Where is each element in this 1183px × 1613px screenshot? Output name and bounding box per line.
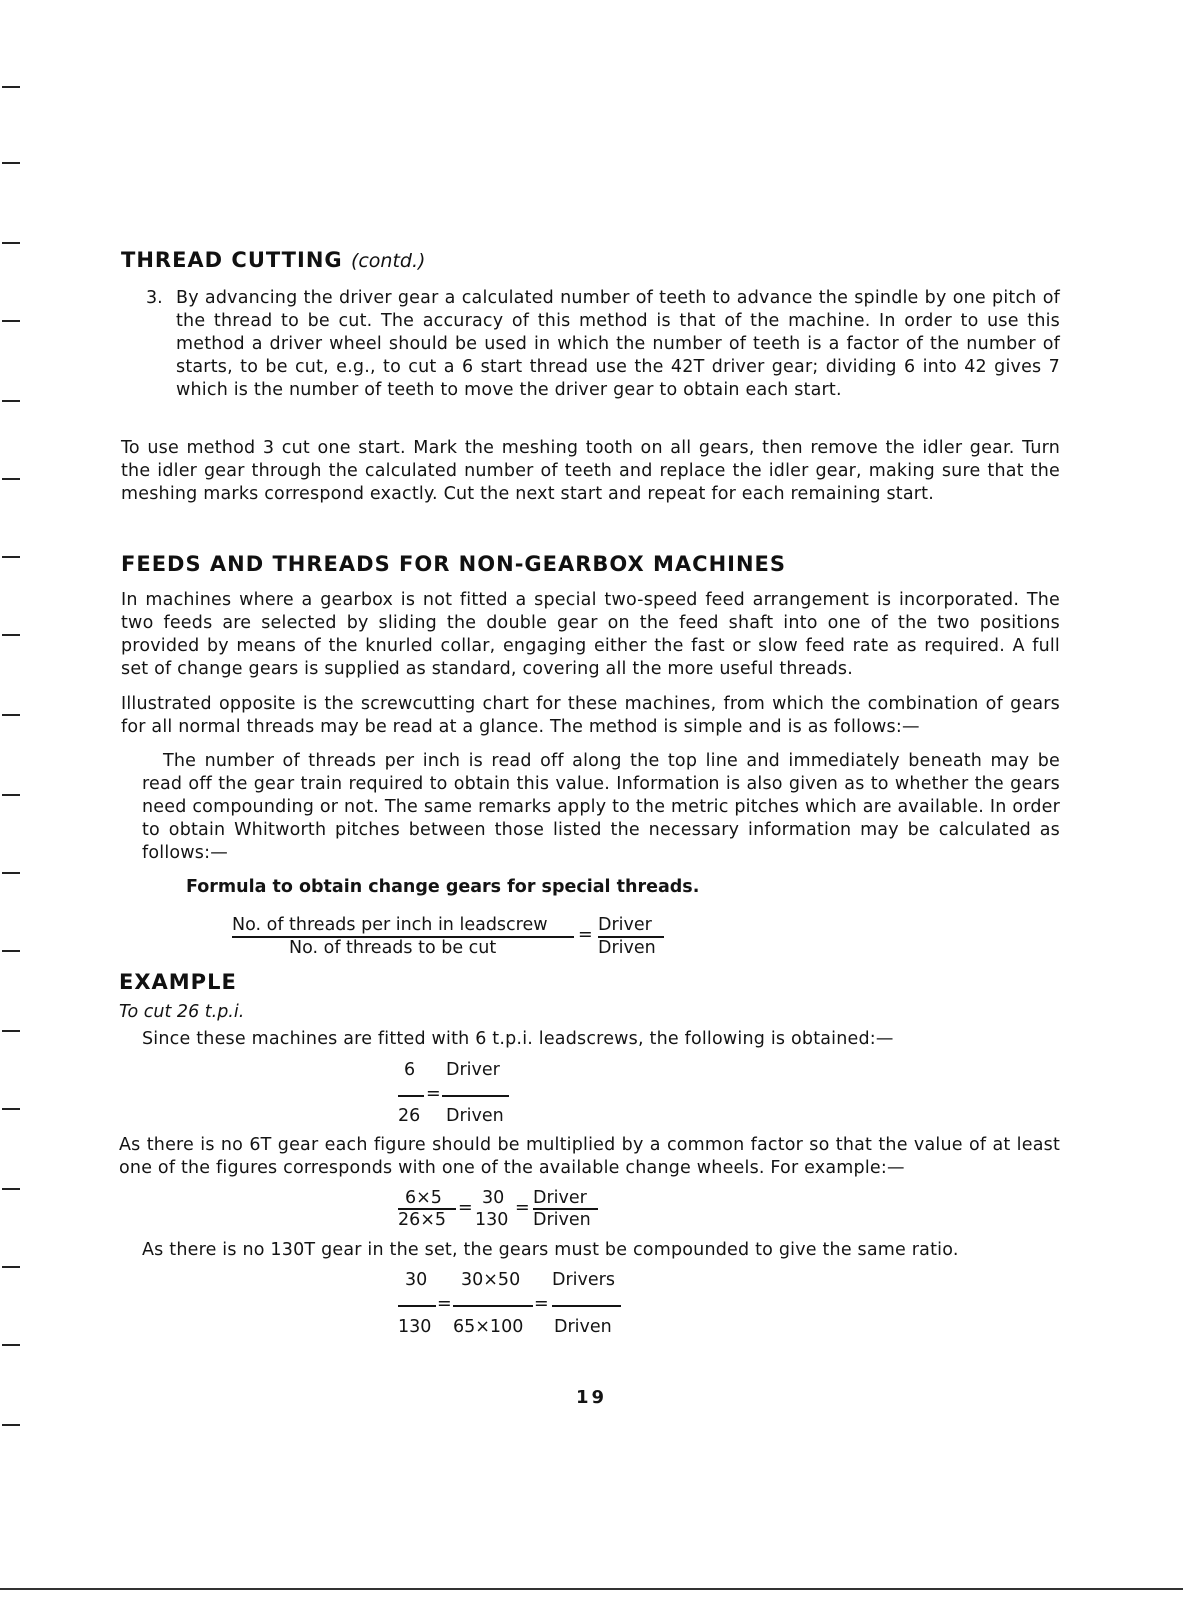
eq3-c-denominator: Driven <box>554 1317 612 1337</box>
binding-mark <box>2 1030 20 1032</box>
example-intro: Since these machines are fitted with 6 t.p.i. leadscrews, the following is obtained:— <box>142 1029 894 1049</box>
fraction-bar <box>442 1095 509 1097</box>
feeds-threads-heading: FEEDS AND THREADS FOR NON-GEARBOX MACHINES <box>121 552 787 576</box>
binding-mark <box>2 1424 20 1426</box>
heading-suffix: (contd.) <box>350 250 426 272</box>
eq2-b-denominator: 130 <box>475 1210 509 1230</box>
binding-mark <box>2 634 20 636</box>
page-number: 19 <box>575 1387 608 1408</box>
binding-mark <box>2 320 20 322</box>
binding-mark <box>2 162 20 164</box>
fraction-bar <box>398 1095 424 1097</box>
feeds-paragraph-2: Illustrated opposite is the screwcutting chart for these machines, from which the combination of gears for all normal threads may be read at a glance. The method is simple and is as follows:— <box>121 694 1060 737</box>
formula-rhs-denominator: Driven <box>598 938 656 958</box>
equals-sign: = <box>534 1294 549 1314</box>
eq3-b-denominator: 65×100 <box>453 1317 524 1337</box>
formula-rhs-numerator: Driver <box>598 915 652 935</box>
equals-sign: = <box>515 1198 530 1218</box>
equals-sign: = <box>458 1198 473 1218</box>
binding-mark <box>2 714 20 716</box>
feeds-paragraph-1: In machines where a gearbox is not fitted a special two-speed feed arrangement is incorporated. The two feeds are selected by sliding the double gear on the feed shaft into one of the two positions provided by means of the knurled collar, engaging either the fast or slow feed rate as required. A full set of change gears is supplied as standard, covering all the more useful threads. <box>121 590 1060 679</box>
method3-paragraph: To use method 3 cut one start. Mark the meshing tooth on all gears, then remove the idler gear. Turn the idler gear through the calculated number of teeth and replace the idler gear, making sure that the meshing marks correspond exactly. Cut the next start and repeat for each remaining start. <box>121 438 1060 504</box>
binding-mark <box>2 794 20 796</box>
equals-sign: = <box>578 925 593 945</box>
eq1-driver-label: Driver <box>446 1060 500 1080</box>
heading-text: THREAD CUTTING <box>121 248 343 272</box>
fraction-bar <box>398 1305 436 1307</box>
example-subtitle: To cut 26 t.p.i. <box>119 1002 245 1022</box>
equals-sign: = <box>426 1084 441 1104</box>
formula-denominator: No. of threads to be cut <box>289 938 497 958</box>
eq1-denominator: 26 <box>398 1106 421 1126</box>
eq1-driven-label: Driven <box>446 1106 504 1126</box>
fraction-bar <box>453 1305 533 1307</box>
fraction-bar <box>552 1305 621 1307</box>
example-note-1: As there is no 6T gear each figure should be multiplied by a common factor so that the value of at least one of the figures corresponds with one of the available change wheels. For example:— <box>119 1135 1060 1178</box>
page-bottom-edge <box>0 1588 1183 1590</box>
binding-mark <box>2 86 20 88</box>
item-number: 3. <box>146 288 163 308</box>
eq3-c-numerator: Drivers <box>552 1270 615 1290</box>
eq2-a-denominator: 26×5 <box>398 1210 447 1230</box>
binding-mark <box>2 1108 20 1110</box>
binding-mark <box>2 872 20 874</box>
binding-mark <box>2 556 20 558</box>
formula-title: Formula to obtain change gears for special threads. <box>186 877 700 897</box>
eq2-c-denominator: Driven <box>533 1210 591 1230</box>
feeds-paragraph-3: The number of threads per inch is read off along the top line and immediately beneath may be read off the gear train required to obtain this value. Information is also given as to whether the gears need compounding or not. The same remarks apply to the metric pitches which are available. In order to obtain Whitworth pitches between those listed the necessary information may be calculated as follows:— <box>142 751 1060 863</box>
binding-mark <box>2 242 20 244</box>
eq3-a-denominator: 130 <box>398 1317 432 1337</box>
eq3-a-numerator: 30 <box>405 1270 428 1290</box>
thread-cutting-heading <box>121 248 425 272</box>
formula-numerator: No. of threads per inch in leadscrew <box>232 915 548 935</box>
eq2-a-numerator: 6×5 <box>405 1188 442 1208</box>
eq3-b-numerator: 30×50 <box>461 1270 521 1290</box>
binding-mark <box>2 1266 20 1268</box>
binding-mark <box>2 950 20 952</box>
example-heading: EXAMPLE <box>119 970 237 994</box>
binding-mark <box>2 1344 20 1346</box>
binding-mark <box>2 478 20 480</box>
eq2-b-numerator: 30 <box>482 1188 505 1208</box>
example-note-2: As there is no 130T gear in the set, the gears must be compounded to give the same ratio. <box>142 1240 959 1260</box>
equals-sign: = <box>437 1294 452 1314</box>
item3-paragraph: By advancing the driver gear a calculated number of teeth to advance the spindle by one pitch of the thread to be cut. The accuracy of this method is that of the machine. In order to use this method a driver wheel should be used in which the number of teeth is a factor of the number of starts, to be cut, e.g., to cut a 6 start thread use the 42T driver gear; dividing 6 into 42 gives 7 which is the number of teeth to move the driver gear to obtain each start. <box>176 288 1060 400</box>
eq1-numerator: 6 <box>404 1060 416 1080</box>
eq2-c-numerator: Driver <box>533 1188 587 1208</box>
binding-mark <box>2 1188 20 1190</box>
binding-mark <box>2 400 20 402</box>
